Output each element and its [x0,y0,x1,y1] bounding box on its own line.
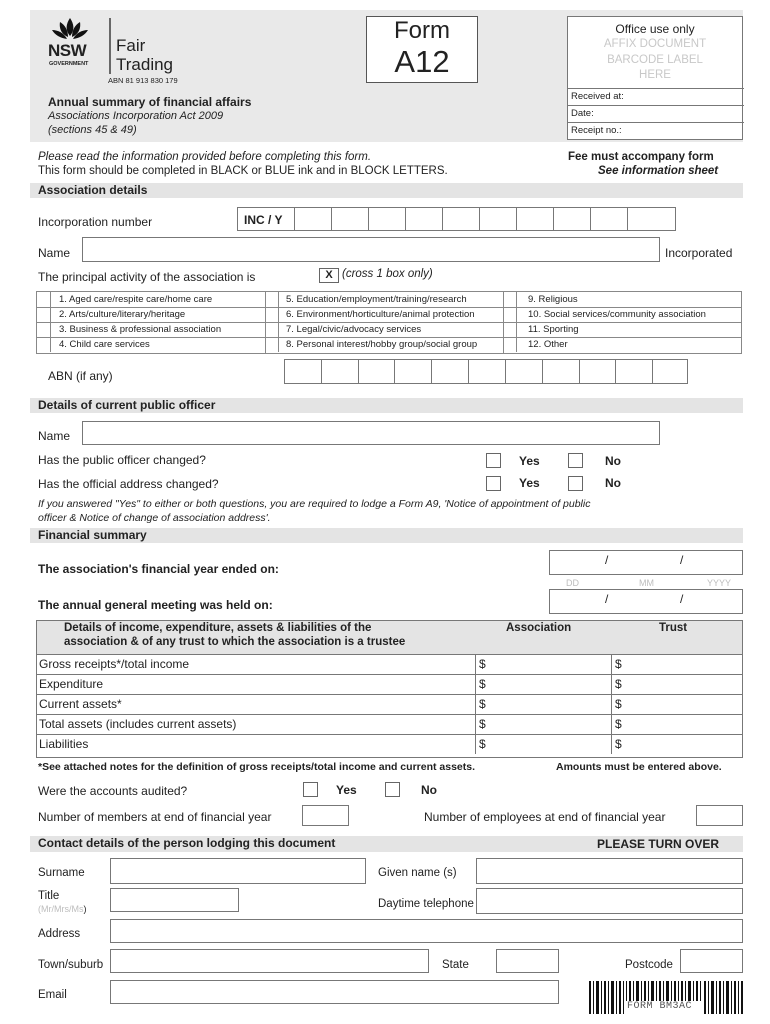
brand-government: GOVERNMENT [49,61,89,67]
officer-changed-question: Has the public officer changed? [38,453,206,467]
activity-options-table [36,291,742,354]
activity-checkbox-7[interactable] [265,322,279,337]
affix-line-1: AFFIX DOCUMENT [603,38,707,50]
agm-slash-1: / [605,592,609,606]
row-total-assets [37,714,742,734]
row-liabilities [37,734,742,754]
affix-line-3: HERE [639,69,671,81]
incorporation-number-label: Incorporation number [38,215,153,229]
postcode-input[interactable] [680,949,743,973]
date-slash-1: / [605,553,609,567]
agm-date-input[interactable] [549,589,743,614]
expenditure-association-input[interactable]: $ [475,675,611,694]
audited-label: Were the accounts audited? [38,784,188,798]
officer-changed-no-checkbox[interactable] [568,453,583,468]
cross-note: (cross 1 box only) [342,268,433,280]
activity-option-12: 12. Other [528,339,568,350]
activity-option-10: 10. Social services/community association [528,309,706,320]
activity-option-3: 3. Business & professional association [59,324,222,335]
section-financial-summary: Financial summary [30,528,743,543]
state-input[interactable] [496,949,559,973]
col-trust-header: Trust [659,622,688,634]
members-input[interactable] [302,805,349,826]
brand-fair: Fair [116,36,146,55]
activity-checkbox-9[interactable] [503,292,517,307]
surname-input[interactable] [110,858,366,884]
audited-yes-label: Yes [336,783,357,797]
audited-no-checkbox[interactable] [385,782,400,797]
inc-prefix: INC / Y [238,208,295,230]
incorporation-number-cells[interactable] [237,207,676,231]
officer-changed-no-label: No [605,454,621,468]
activity-checkbox-12[interactable] [503,337,517,352]
form-number-box [366,16,478,83]
expenditure-trust-input[interactable]: $ [611,675,742,694]
activity-checkbox-8[interactable] [265,337,279,352]
state-label: State [442,959,469,971]
activity-checkbox-1[interactable] [37,292,51,307]
office-use-box [567,16,743,140]
financial-year-date-input[interactable] [549,550,743,575]
fee-note: Fee must accompany form [568,151,714,163]
association-name-input[interactable] [82,237,660,262]
town-suburb-label: Town/suburb [38,959,104,971]
liabilities-trust-input[interactable]: $ [611,735,742,754]
agm-label: The annual general meeting was held on: [38,598,273,612]
email-label: Email [38,989,67,1001]
officer-name-label: Name [38,429,71,443]
financial-year-label: The association's financial year ended on: [38,562,279,576]
form-code: A12 [394,44,450,79]
row-expenditure [37,674,742,694]
activity-option-2: 2. Arts/culture/literary/heritage [59,309,186,320]
incorporated-suffix: Incorporated [665,246,733,260]
email-input[interactable] [110,980,559,1004]
address-changed-question: Has the official address changed? [38,477,219,491]
instruction-line-2: This form should be completed in BLACK or BLUE ink and in BLOCK LETTERS. [38,165,448,177]
current-assets-association-input[interactable]: $ [475,695,611,714]
form-a9-note-line-1: If you answered "Yes" to either or both questions, you are required to lodge a Form A9, 'Notice of appointment of public [38,498,591,510]
affix-line-2: BARCODE LABEL [607,53,703,66]
activity-checkbox-10[interactable] [503,307,517,322]
members-label: Number of members at end of financial year [38,810,272,824]
form-barcode [589,981,743,1014]
principal-activity-label: The principal activity of the association is [38,270,256,284]
date-slash-2: / [680,553,684,567]
act-italic: Associations [48,110,110,122]
activity-checkbox-5[interactable] [265,292,279,307]
officer-changed-yes-checkbox[interactable] [486,453,501,468]
activity-option-11: 11. Sporting [528,324,579,335]
employees-label: Number of employees at end of financial year [424,810,666,824]
audited-yes-checkbox[interactable] [303,782,318,797]
activity-option-9: 9. Religious [528,294,578,305]
section-association-details: Association details [30,183,743,198]
abn-cells[interactable] [284,359,688,384]
row-label: Gross receipts*/total income [39,657,190,671]
receipt-no-field[interactable]: Receipt no.: [568,122,744,140]
officer-name-input[interactable] [82,421,660,445]
activity-option-7: 7. Legal/civic/advocacy services [286,324,422,335]
form-title: Annual summary of financial affairs [48,95,252,109]
brand-trading: Trading [116,55,174,74]
address-changed-no-checkbox[interactable] [568,476,583,491]
title-hint-options: (Mr/Mrs/Ms [38,904,84,914]
act-name [48,110,223,122]
row-current-assets [37,694,742,714]
abn-label: ABN (if any) [48,369,113,383]
address-changed-yes-label: Yes [519,476,540,490]
current-assets-trust-input[interactable]: $ [611,695,742,714]
date-hint-dd: DD [566,578,579,588]
association-name-label: Name [38,246,71,260]
given-name-input[interactable] [476,858,743,884]
daytime-telephone-input[interactable] [476,888,743,914]
date-hint-yyyy: YYYY [707,578,732,588]
total-assets-association-input[interactable]: $ [475,715,611,734]
given-name-label: Given name (s) [378,867,457,879]
liabilities-association-input[interactable]: $ [475,735,611,754]
activity-checkbox-6[interactable] [265,307,279,322]
activity-option-8: 8. Personal interest/hobby group/social group [286,339,478,350]
gross-receipts-trust-input[interactable]: $ [611,655,742,674]
section-public-officer: Details of current public officer [30,398,743,413]
employees-input[interactable] [696,805,743,826]
title-hint-close: ) [83,904,87,914]
form-a9-note-line-2: officer & Notice of change of association address'. [38,512,271,524]
table-head-line-2: association & of any trust to which the association is a trustee [64,636,406,648]
agm-slash-2: / [680,592,684,606]
row-label: Liabilities [39,737,89,751]
amounts-note: Amounts must be entered above. [556,761,722,773]
row-label: Expenditure [39,677,104,691]
brand-nsw: NSW [48,41,87,60]
received-at-field[interactable]: Received at: [568,88,744,106]
daytime-telephone-label: Daytime telephone [378,898,474,910]
section-contact-details: Contact details of the person lodging this document [30,836,743,852]
activity-checkbox-4[interactable] [37,337,51,352]
activity-checkbox-3[interactable] [37,322,51,337]
address-input[interactable] [110,919,743,943]
col-association-header: Association [506,622,572,634]
date-hint-mm: MM [639,578,654,588]
address-changed-no-label: No [605,476,621,490]
cross-example-box: X [319,268,339,283]
officer-changed-yes-label: Yes [519,454,540,468]
town-suburb-input[interactable] [110,949,429,973]
activity-checkbox-11[interactable] [503,322,517,337]
info-sheet-note: See information sheet [598,165,719,177]
activity-option-5: 5. Education/employment/training/research [286,294,467,305]
audited-no-label: No [421,783,437,797]
address-changed-yes-checkbox[interactable] [486,476,501,491]
please-turn-over: PLEASE TURN OVER [597,837,720,851]
financial-footnote: *See attached notes for the definition of gross receipts/total income and current assets. [38,761,476,773]
financial-table [36,620,743,758]
form-label: Form [394,17,450,44]
address-label: Address [38,928,81,940]
act-rest: Incorporation Act 2009 [109,110,224,122]
row-gross-receipts [37,654,742,674]
barcode-text: FORM BM3AC [627,1001,693,1012]
title-hint [38,904,86,914]
instruction-line-1: Please read the information provided before completing this form. [38,151,372,163]
title-input[interactable] [110,888,239,912]
financial-table-header [37,621,742,654]
date-field[interactable]: Date: [568,105,744,123]
header-abn: ABN 81 913 830 179 [108,76,178,85]
total-assets-trust-input[interactable]: $ [611,715,742,734]
row-label: Current assets* [39,697,122,711]
activity-option-1: 1. Aged care/respite care/home care [59,294,213,305]
activity-option-4: 4. Child care services [59,339,150,350]
postcode-label: Postcode [625,959,673,971]
row-label: Total assets (includes current assets) [39,717,237,731]
title-label: Title [38,890,60,902]
activity-checkbox-2[interactable] [37,307,51,322]
office-use-title: Office use only [615,22,695,36]
table-head-line-1: Details of income, expenditure, assets & liabilities of the [64,622,372,634]
gross-receipts-association-input[interactable]: $ [475,655,611,674]
act-sections: (sections 45 & 49) [48,124,137,136]
surname-label: Surname [38,867,85,879]
activity-option-6: 6. Environment/horticulture/animal protection [286,309,475,320]
